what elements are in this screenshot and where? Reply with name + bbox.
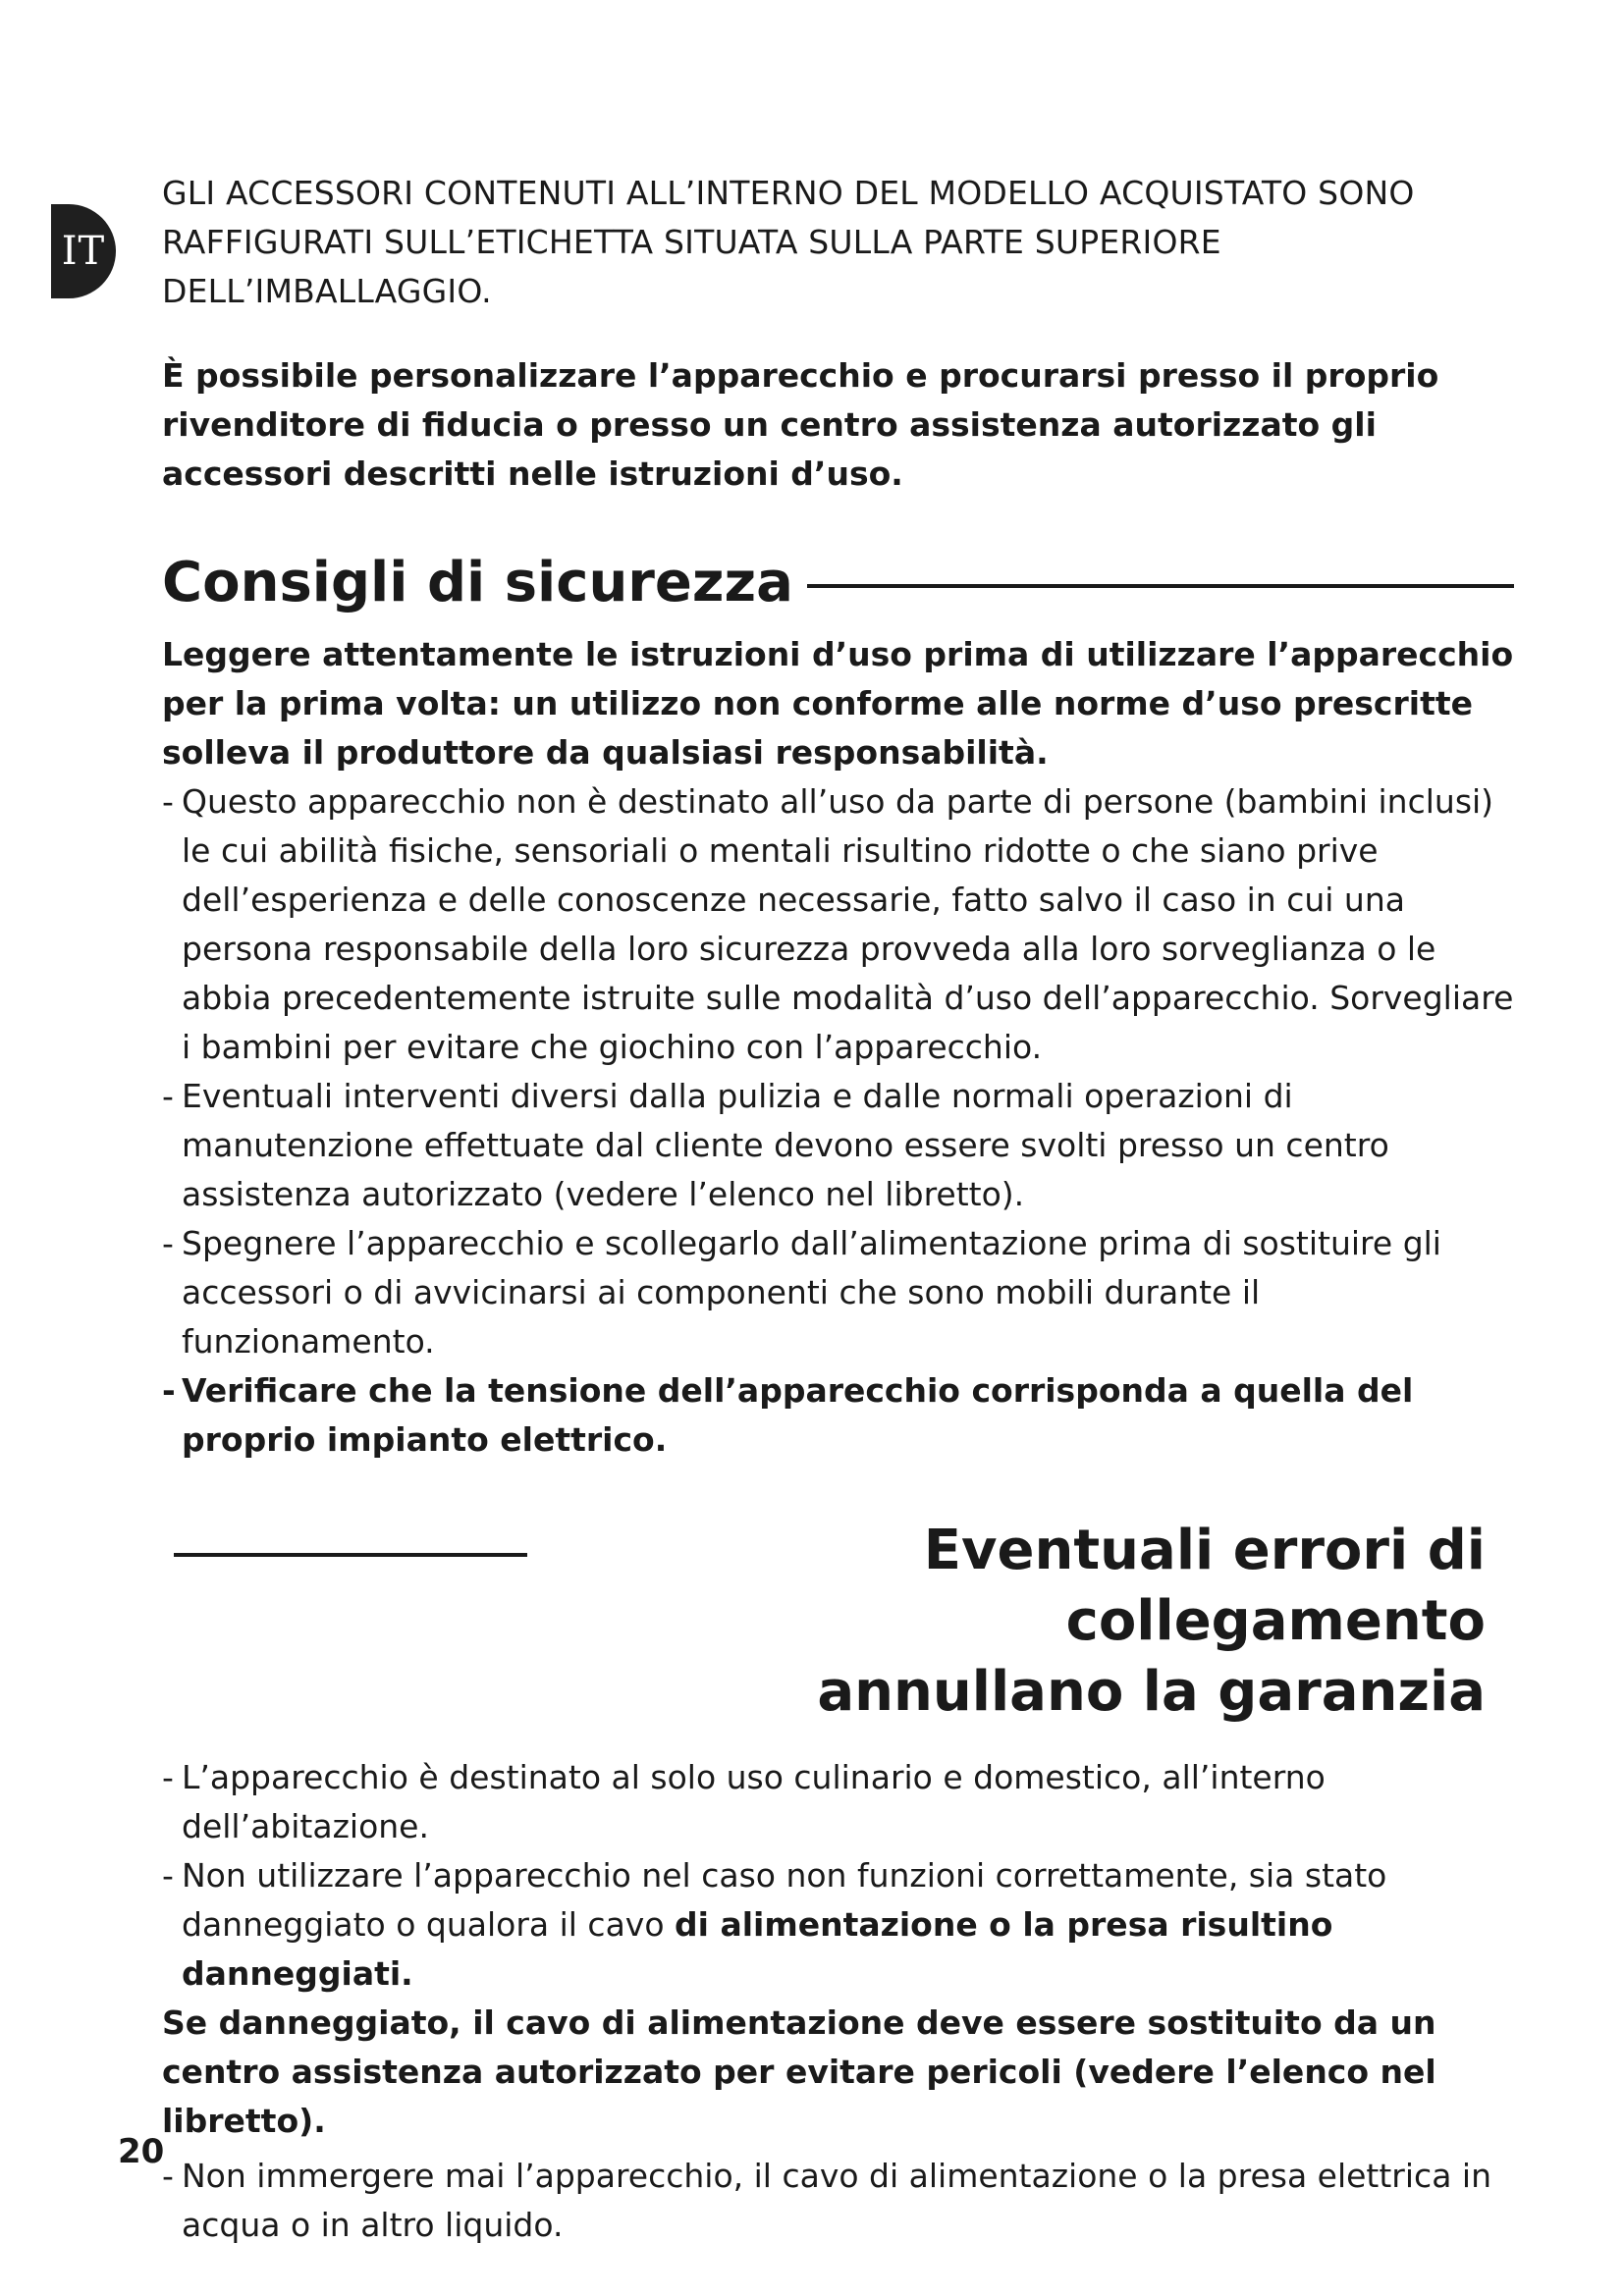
list-item: - Questo apparecchio non è destinato all’uso da parte di persone (bambini inclusi) le cui abilità fisiche, sensoriali o mentali risultino ridotte o che siano prive dell’esperienza e delle conoscenze necessarie, fatto salvo il caso in cui una persona responsabile della loro sicurezza provveda alla loro sorveglianza o le abbia precedentemente istruite sulle modalità d’uso dell’apparecchio. Sorvegliare i bambini per evitare che giochino con l’apparecchio. xyxy=(162,777,1517,1072)
safety-list xyxy=(162,777,1517,1465)
safety-title: Consigli di sicurezza xyxy=(162,551,793,614)
cable-replacement-note: Se danneggiato, il cavo di alimentazione deve essere sostituito da un centro assistenza autorizzato per evitare pericoli (vedere l’elenco nel libretto). xyxy=(162,2003,1436,2140)
warranty-list-2 xyxy=(162,2152,1517,2250)
list-item: - Verificare che la tensione dell’apparecchio corrisponda a quella del proprio impianto elettrico. xyxy=(162,1366,1517,1465)
list-item: - Non immergere mai l’apparecchio, il cavo di alimentazione o la presa elettrica in acqua o in altro liquido. xyxy=(162,2152,1517,2250)
list-item: - Spegnere l’apparecchio e scollegarlo dall’alimentazione prima di sostituire gli accessori o di avvicinarsi ai componenti che sono mobili durante il funzionamento. xyxy=(162,1219,1517,1366)
safety-title-rule xyxy=(807,584,1514,588)
warranty-heading xyxy=(162,1516,1517,1728)
warranty-title-rule xyxy=(174,1553,527,1557)
list-item: - Eventuali interventi diversi dalla pulizia e dalle normali operazioni di manutenzione effettuate dal cliente devono essere svolti presso un centro assistenza autorizzato (vedere l’elenco nel libretto). xyxy=(162,1072,1517,1219)
warranty-title xyxy=(541,1516,1486,1728)
warranty-title-line2: annullano la garanzia xyxy=(817,1660,1486,1724)
safety-heading xyxy=(162,550,1517,616)
personalize-note: È possibile personalizzare l’apparecchio e procurarsi presso il proprio rivenditore di fiducia o presso un centro assistenza autorizzato gli accessori descritti nelle istruzioni d’uso. xyxy=(162,356,1439,493)
page-content xyxy=(162,169,1517,2250)
list-item-bold-text: di alimentazione o la presa risultino danneggiati. xyxy=(182,1905,1333,1993)
safety-lead: Leggere attentamente le istruzioni d’uso prima di utilizzare l’apparecchio per la prima volta: un utilizzo non conforme alle norme d’uso prescritte solleva il produttore da qualsiasi responsabilità. xyxy=(162,635,1514,772)
warranty-list xyxy=(162,1753,1517,1999)
list-item xyxy=(162,1851,1517,1999)
warranty-title-line1: Eventuali errori di collegamento xyxy=(923,1519,1486,1653)
page-number: 20 xyxy=(118,2132,165,2171)
language-tab: IT xyxy=(51,204,116,298)
list-item-text: Non utilizzare l’apparecchio nel caso non funzioni correttamente, sia stato danneggiato o qualora il cavo xyxy=(182,1856,1387,1944)
list-item: - L’apparecchio è destinato al solo uso culinario e domestico, all’interno dell’abitazione. xyxy=(162,1753,1517,1851)
accessories-note: GLI ACCESSORI CONTENUTI ALL’INTERNO DEL MODELLO ACQUISTATO SONO RAFFIGURATI SULL’ETICHETTA SITUATA SULLA PARTE SUPERIORE DELL’IMBALLAGGIO. xyxy=(162,174,1415,310)
